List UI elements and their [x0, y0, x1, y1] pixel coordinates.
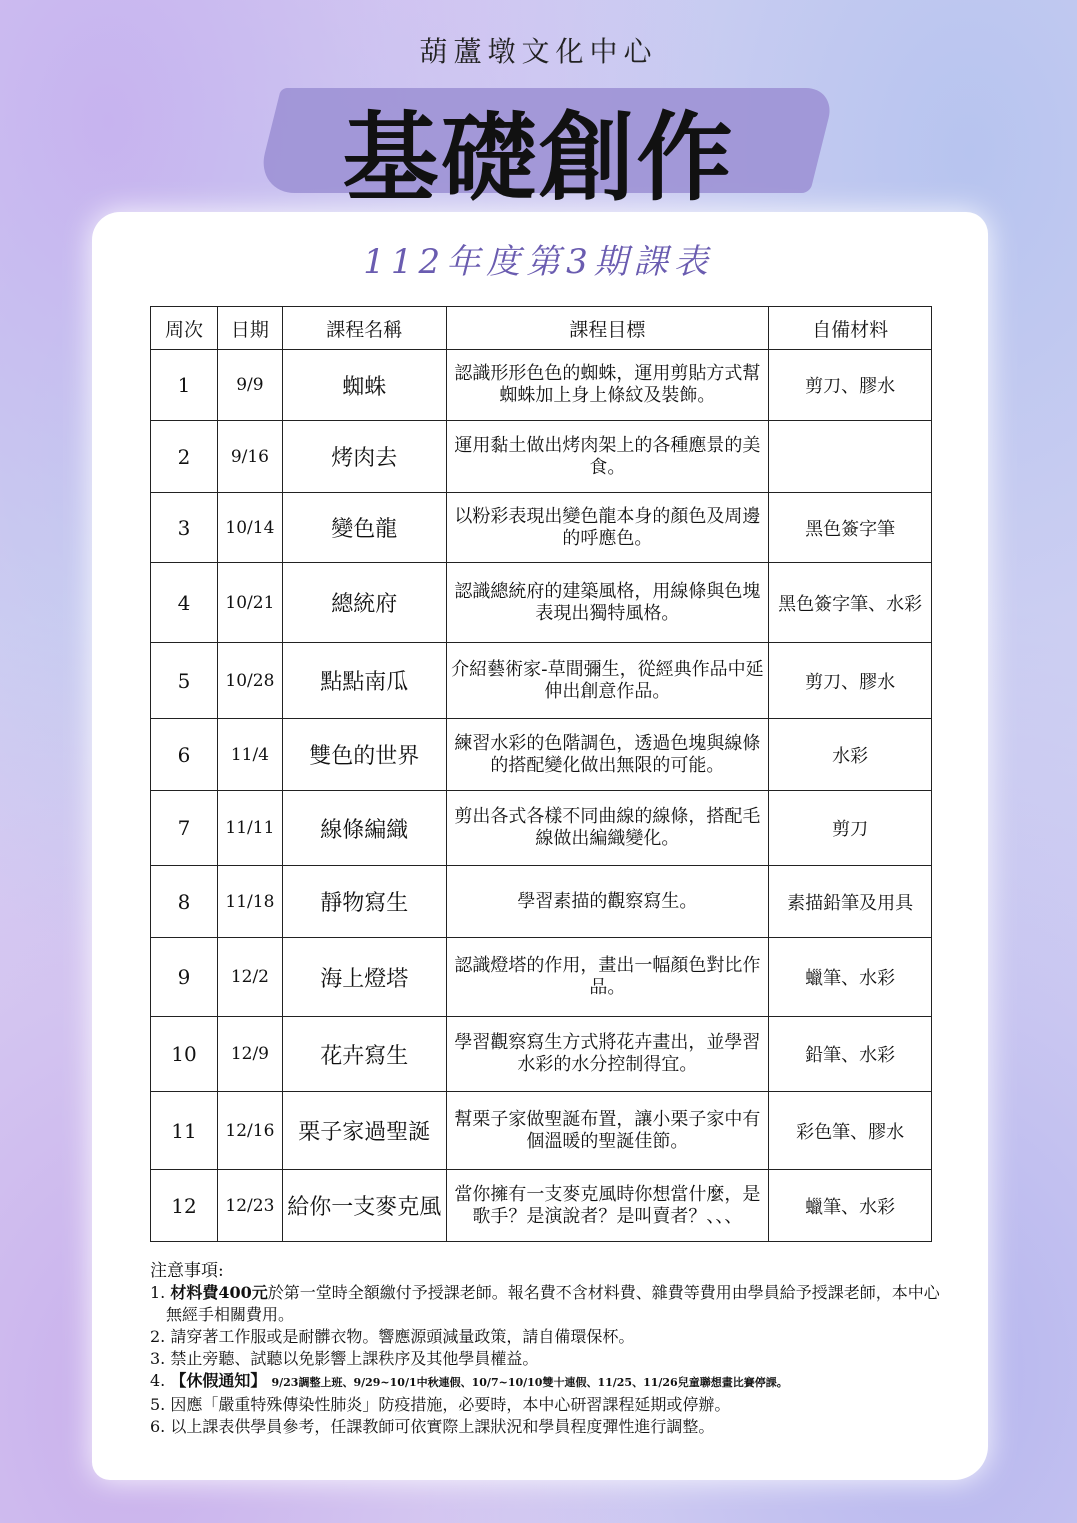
course-goal-cell: 認識燈塔的作用，畫出一幅顏色對比作品。	[446, 938, 769, 1017]
date-cell: 12/2	[217, 938, 282, 1017]
note-item-1-text: 於第一堂時全額繳付予授課老師。報名費不含材料費、雜費等費用由學員給予授課老師，本中心無經手相關費用。	[166, 1283, 940, 1324]
note-item-2-text: 請穿著工作服或是耐髒衣物。響應源頭減量政策，請自備環保杯。	[170, 1327, 635, 1346]
date-cell: 12/9	[217, 1017, 282, 1092]
course-goal-cell: 剪出各式各樣不同曲線的線條，搭配毛線做出編織變化。	[446, 791, 769, 866]
course-goal-cell: 介紹藝術家-草間彌生，從經典作品中延伸出創意作品。	[446, 643, 769, 719]
week-cell: 5	[151, 643, 218, 719]
date-cell: 11/4	[217, 719, 282, 791]
course-name-cell: 線條編織	[282, 791, 446, 866]
week-cell: 4	[151, 563, 218, 643]
week-cell: 10	[151, 1017, 218, 1092]
materials-cell: 剪刀、膠水	[769, 643, 932, 719]
course-name-cell: 蜘蛛	[282, 350, 446, 421]
note-item-1: 1. 材料費400元於第一堂時全額繳付予授課老師。報名費不含材料費、雜費等費用由學員給予授課老師，本中心無經手相關費用。	[150, 1283, 940, 1324]
table-row	[151, 1092, 932, 1170]
course-goal-cell: 幫栗子家做聖誕布置，讓小栗子家中有個溫暖的聖誕佳節。	[446, 1092, 769, 1170]
date-cell: 10/14	[217, 493, 282, 563]
header-course-goal: 課程目標	[446, 307, 769, 350]
page-subtitle: 112年度第3期課表	[363, 242, 714, 282]
note-item-3-text: 禁止旁聽、試聽以免影響上課秩序及其他學員權益。	[170, 1349, 539, 1368]
materials-cell: 蠟筆、水彩	[769, 1170, 932, 1242]
course-name-cell: 雙色的世界	[282, 719, 446, 791]
materials-cell: 蠟筆、水彩	[769, 938, 932, 1017]
date-cell: 10/28	[217, 643, 282, 719]
week-cell: 12	[151, 1170, 218, 1242]
date-cell: 10/21	[217, 563, 282, 643]
header-date: 日期	[217, 307, 282, 350]
course-name-cell: 海上燈塔	[282, 938, 446, 1017]
course-name-cell: 栗子家過聖誕	[282, 1092, 446, 1170]
materials-cell: 鉛筆、水彩	[769, 1017, 932, 1092]
week-cell: 11	[151, 1092, 218, 1170]
course-goal-cell: 學習素描的觀察寫生。	[446, 866, 769, 938]
notes-title: 注意事項:	[150, 1261, 224, 1281]
table-row	[151, 1170, 932, 1242]
center-name: 葫蘆墩文化中心	[419, 35, 658, 68]
course-name-cell: 靜物寫生	[282, 866, 446, 938]
table-row	[151, 938, 932, 1017]
course-name-cell: 烤肉去	[282, 421, 446, 493]
header-week: 周次	[151, 307, 218, 350]
materials-cell: 水彩	[769, 719, 932, 791]
materials-cell	[769, 421, 932, 493]
table-row	[151, 719, 932, 791]
materials-cell: 彩色筆、膠水	[769, 1092, 932, 1170]
note-item-4: 4. 【休假通知】 9/23調整上班、9/29~10/1中秋連假、10/7~10/10雙十連假、11/25、11/26兒童聯想畫比賽停課。	[150, 1371, 788, 1390]
table-row	[151, 350, 932, 421]
week-cell: 9	[151, 938, 218, 1017]
table-row	[151, 791, 932, 866]
course-goal-cell: 以粉彩表現出變色龍本身的顏色及周邊的呼應色。	[446, 493, 769, 563]
course-goal-cell: 學習觀察寫生方式將花卉畫出，並學習水彩的水分控制得宜。	[446, 1017, 769, 1092]
header-materials: 自備材料	[769, 307, 932, 350]
notes-section	[150, 1260, 950, 1438]
note-item-3: 3. 禁止旁聽、試聽以免影響上課秩序及其他學員權益。	[150, 1349, 539, 1368]
course-name-cell: 花卉寫生	[282, 1017, 446, 1092]
table-header-row	[151, 307, 932, 350]
table-row	[151, 1017, 932, 1092]
week-cell: 8	[151, 866, 218, 938]
date-cell: 11/18	[217, 866, 282, 938]
course-goal-cell: 認識形形色色的蜘蛛，運用剪貼方式幫蜘蛛加上身上條紋及裝飾。	[446, 350, 769, 421]
week-cell: 1	[151, 350, 218, 421]
date-cell: 12/16	[217, 1092, 282, 1170]
table-row	[151, 643, 932, 719]
week-cell: 3	[151, 493, 218, 563]
course-goal-cell: 運用黏土做出烤肉架上的各種應景的美食。	[446, 421, 769, 493]
course-goal-cell: 練習水彩的色階調色，透過色塊與線條的搭配變化做出無限的可能。	[446, 719, 769, 791]
materials-cell: 剪刀、膠水	[769, 350, 932, 421]
header-course-name: 課程名稱	[282, 307, 446, 350]
schedule-table	[150, 306, 932, 1242]
week-cell: 2	[151, 421, 218, 493]
table-row	[151, 866, 932, 938]
table-row	[151, 493, 932, 563]
course-goal-cell: 當你擁有一支麥克風時你想當什麼，是歌手？是演說者？是叫賣者？、、、	[446, 1170, 769, 1242]
note-item-6-text: 以上課表供學員參考，任課教師可依實際上課狀況和學員程度彈性進行調整。	[170, 1417, 715, 1436]
table-row	[151, 563, 932, 643]
course-name-cell: 給你一支麥克風	[282, 1170, 446, 1242]
note-item-5-text: 因應「嚴重特殊傳染性肺炎」防疫措施，必要時，本中心研習課程延期或停辦。	[170, 1395, 731, 1414]
note-item-2: 2. 請穿著工作服或是耐髒衣物。響應源頭減量政策，請自備環保杯。	[150, 1327, 635, 1346]
date-cell: 12/23	[217, 1170, 282, 1242]
materials-cell: 剪刀	[769, 791, 932, 866]
materials-cell: 素描鉛筆及用具	[769, 866, 932, 938]
date-cell: 11/11	[217, 791, 282, 866]
page-title: 基礎創作	[342, 102, 735, 214]
date-cell: 9/9	[217, 350, 282, 421]
course-name-cell: 變色龍	[282, 493, 446, 563]
note-item-4-bold: 【休假通知】	[170, 1371, 267, 1390]
table-row	[151, 421, 932, 493]
materials-cell: 黑色簽字筆	[769, 493, 932, 563]
week-cell: 6	[151, 719, 218, 791]
course-goal-cell: 認識總統府的建築風格，用線條與色塊表現出獨特風格。	[446, 563, 769, 643]
week-cell: 7	[151, 791, 218, 866]
course-name-cell: 總統府	[282, 563, 446, 643]
note-item-1-bold: 材料費400元	[170, 1283, 268, 1302]
materials-cell: 黑色簽字筆、水彩	[769, 563, 932, 643]
course-name-cell: 點點南瓜	[282, 643, 446, 719]
note-item-4-text: 9/23調整上班、9/29~10/1中秋連假、10/7~10/10雙十連假、11/25、11/26兒童聯想畫比賽停課。	[271, 1376, 788, 1389]
note-item-6: 6. 以上課表供學員參考，任課教師可依實際上課狀況和學員程度彈性進行調整。	[150, 1417, 715, 1436]
note-item-5: 5. 因應「嚴重特殊傳染性肺炎」防疫措施，必要時，本中心研習課程延期或停辦。	[150, 1395, 731, 1414]
date-cell: 9/16	[217, 421, 282, 493]
